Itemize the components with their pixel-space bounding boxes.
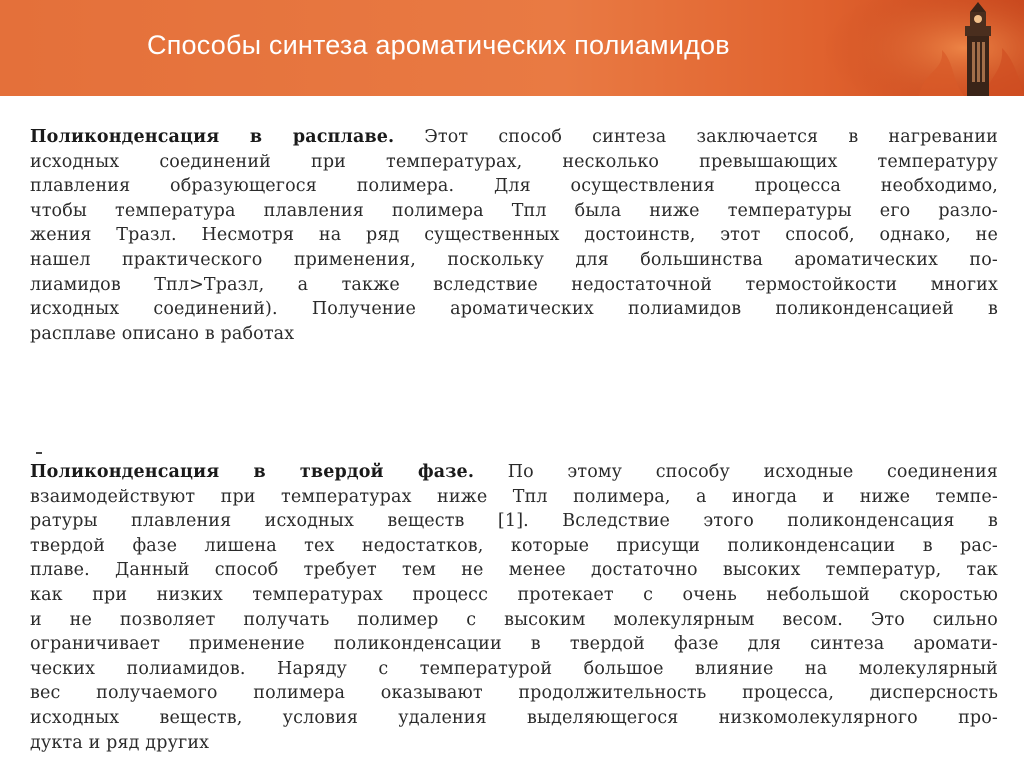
text-line: твердой фазе лишена тех недостатков, которые присущи поликонденсации в рас- (30, 535, 998, 556)
text-line: чтобы температура плавления полимера Tпл была ниже температуры его разло- (30, 200, 998, 221)
scan-mark (36, 452, 42, 454)
text-line: плавления образующегося полимера. Для осуществления процесса необходимо, (30, 176, 998, 197)
text-line: ограничивает применение поликонденсации в твердой фазе для синтеза аромати- (30, 634, 998, 655)
text-line: плаве. Данный способ требует тем не менее достаточно высоких температур, так (30, 560, 998, 581)
paragraph-heading: Поликонденсация в расплаве. (30, 127, 395, 147)
text-line: взаимодействуют при температурах ниже Tпл полимера, а иногда и ниже темпе- (30, 486, 998, 507)
text-line: исходных соединений). Получение ароматических полиамидов поликонденсацией в (30, 299, 998, 320)
text-line: ратуры плавления исходных веществ [1]. Вследствие этого поликонденсация в (30, 511, 998, 532)
tower-icon (824, 0, 1024, 96)
text-line: исходных соединений при температурах, несколько превышающих температуру (30, 151, 998, 172)
slide-header (0, 0, 1024, 96)
university-tower-logo (824, 0, 1024, 96)
text-line: лиамидов Tпл>Tразл, а также вследствие недостаточной термостойкости многих (30, 274, 998, 295)
paragraph-melt-polycondensation (30, 125, 998, 346)
text-line: как при низких температурах процесс протекает с очень небольшой скоростью (30, 584, 998, 605)
text-line: жения Tразл. Несмотря на ряд существенных достоинств, этот способ, однако, не (30, 225, 998, 246)
paragraph-heading: Поликонденсация в твердой фазе. (30, 462, 475, 482)
text-line: Поликонденсация в расплаве. Этот способ синтеза заключается в нагревании (30, 127, 998, 147)
text-line: расплаве описано в работах (30, 323, 295, 344)
text-line: и не позволяет получать полимер с высоким молекулярным весом. Это сильно (30, 609, 998, 630)
text-line: дукта и ряд других (30, 732, 210, 753)
text-line: ческих полиамидов. Наряду с температурой большое влияние на молекулярный (30, 658, 998, 679)
text-line: вес получаемого полимера оказывают продолжительность процесса, дисперсность (30, 683, 998, 704)
paragraph-solid-phase-polycondensation (30, 460, 998, 755)
text-line: Поликонденсация в твердой фазе. По этому способу исходные соединения (30, 462, 998, 482)
text-line: нашел практического применения, поскольку для большинства ароматических по- (30, 249, 998, 270)
slide-title: Способы синтеза ароматических полиамидов (147, 30, 730, 60)
text-line: исходных веществ, условия удаления выделяющегося низкомолекулярного про- (30, 707, 998, 728)
